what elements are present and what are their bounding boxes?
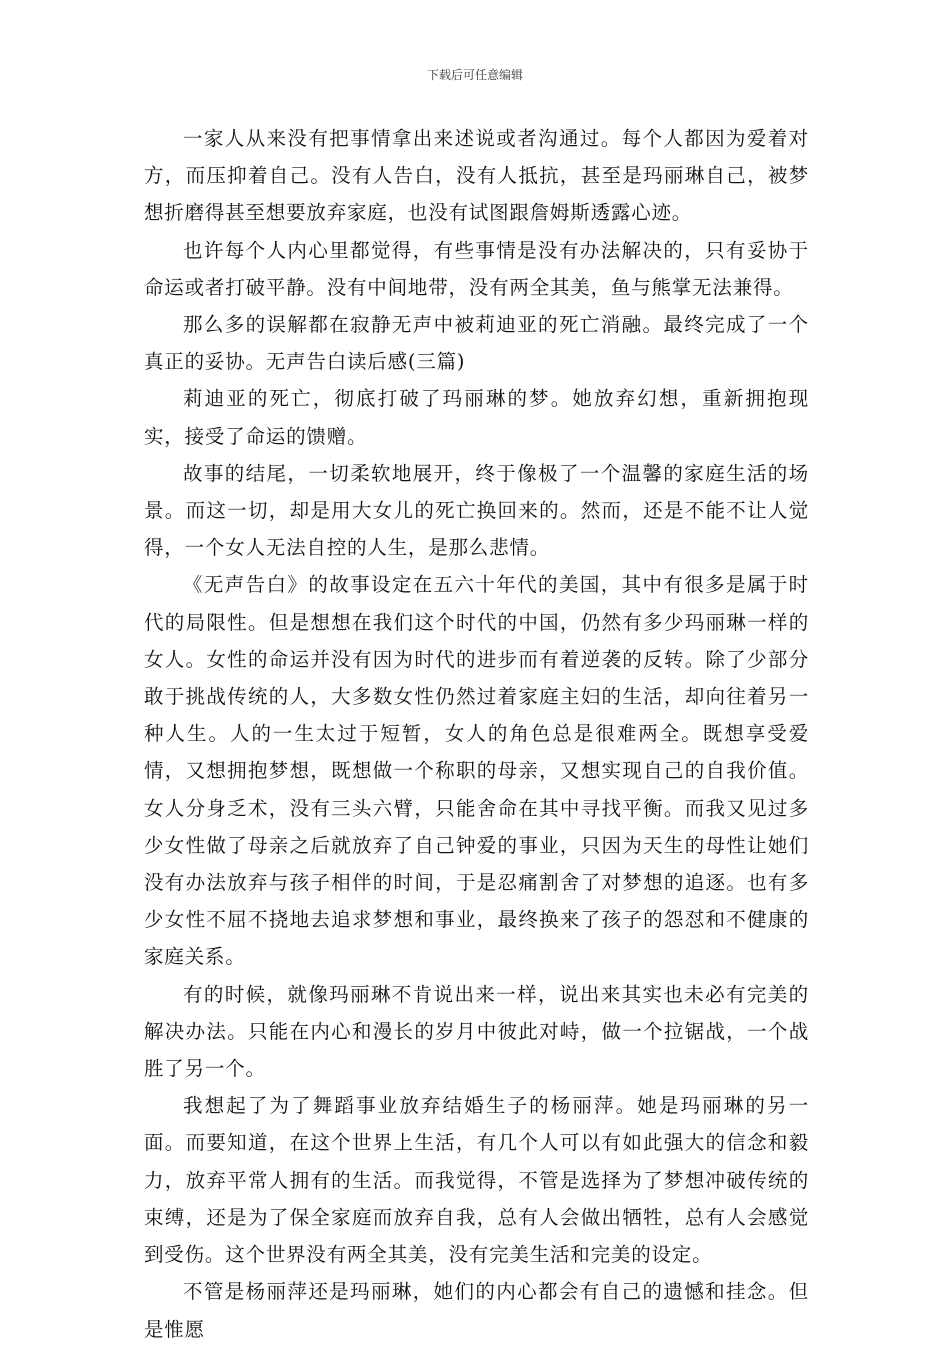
paragraph: 那么多的误解都在寂静无声中被莉迪亚的死亡消融。最终完成了一个真正的妥协。无声告白读后感(三篇) — [144, 313, 809, 374]
paragraph: 莉迪亚的死亡，彻底打破了玛丽琳的梦。她放弃幻想，重新拥抱现实，接受了命运的馈赠。 — [144, 387, 809, 448]
paragraph: 《无声告白》的故事设定在五六十年代的美国，其中有很多是属于时代的局限性。但是想想在我们这个时代的中国，仍然有多少玛丽琳一样的女人。女性的命运并没有因为时代的进步而有着逆袭的反转。除了少部分敢于挑战传统的人，大多数女性仍然过着家庭主妇的生活，却向往着另一种人生。人的一生太过于短暂，女人的角色总是很难两全。既想享受爱情，又想拥抱梦想，既想做一个称职的母亲，又想实现自己的自我价值。女人分身乏术，没有三头六臂，只能舍命在其中寻找平衡。而我又见过多少女性做了母亲之后就放弃了自己钟爱的事业，只因为天生的母性让她们没有办法放弃与孩子相伴的时间，于是忍痛割舍了对梦想的追逐。也有多少女性不屈不挠地去追求梦想和事业，最终换来了孩子的怨怼和不健康的家庭关系。 — [144, 573, 809, 969]
paragraph: 我想起了为了舞蹈事业放弃结婚生子的杨丽萍。她是玛丽琳的另一面。而要知道，在这个世界上生活，有几个人可以有如此强大的信念和毅力，放弃平常人拥有的生活。而我觉得，不管是选择为了梦想冲破传统的束缚，还是为了保全家庭而放弃自我，总有人会做出牺牲，总有人会感觉到受伤。这个世界没有两全其美，没有完美生活和完美的设定。 — [144, 1094, 809, 1267]
paragraph: 故事的结尾，一切柔软地展开，终于像极了一个温馨的家庭生活的场景。而这一切，却是用大女儿的死亡换回来的。然而，还是不能不让人觉得，一个女人无法自控的人生，是那么悲情。 — [144, 461, 809, 560]
paragraph: 有的时候，就像玛丽琳不肯说出来一样，说出来其实也未必有完美的解决办法。只能在内心和漫长的岁月中彼此对峙，做一个拉锯战，一个战胜了另一个。 — [144, 982, 809, 1081]
paragraph: 不管是杨丽萍还是玛丽琳，她们的内心都会有自己的遗憾和挂念。但是惟愿 — [144, 1280, 809, 1341]
paragraph: 一家人从来没有把事情拿出来述说或者沟通过。每个人都因为爱着对方，而压抑着自己。没有人告白，没有人抵抗，甚至是玛丽琳自己，被梦想折磨得甚至想要放弃家庭，也没有试图跟詹姆斯透露心迹。 — [144, 127, 809, 225]
paragraph: 也许每个人内心里都觉得，有些事情是没有办法解决的，只有妥协于命运或者打破平静。没有中间地带，没有两全其美，鱼与熊掌无法兼得。 — [144, 238, 809, 299]
document-body — [144, 120, 809, 1348]
page-header: 下载后可任意编辑 — [426, 68, 523, 82]
